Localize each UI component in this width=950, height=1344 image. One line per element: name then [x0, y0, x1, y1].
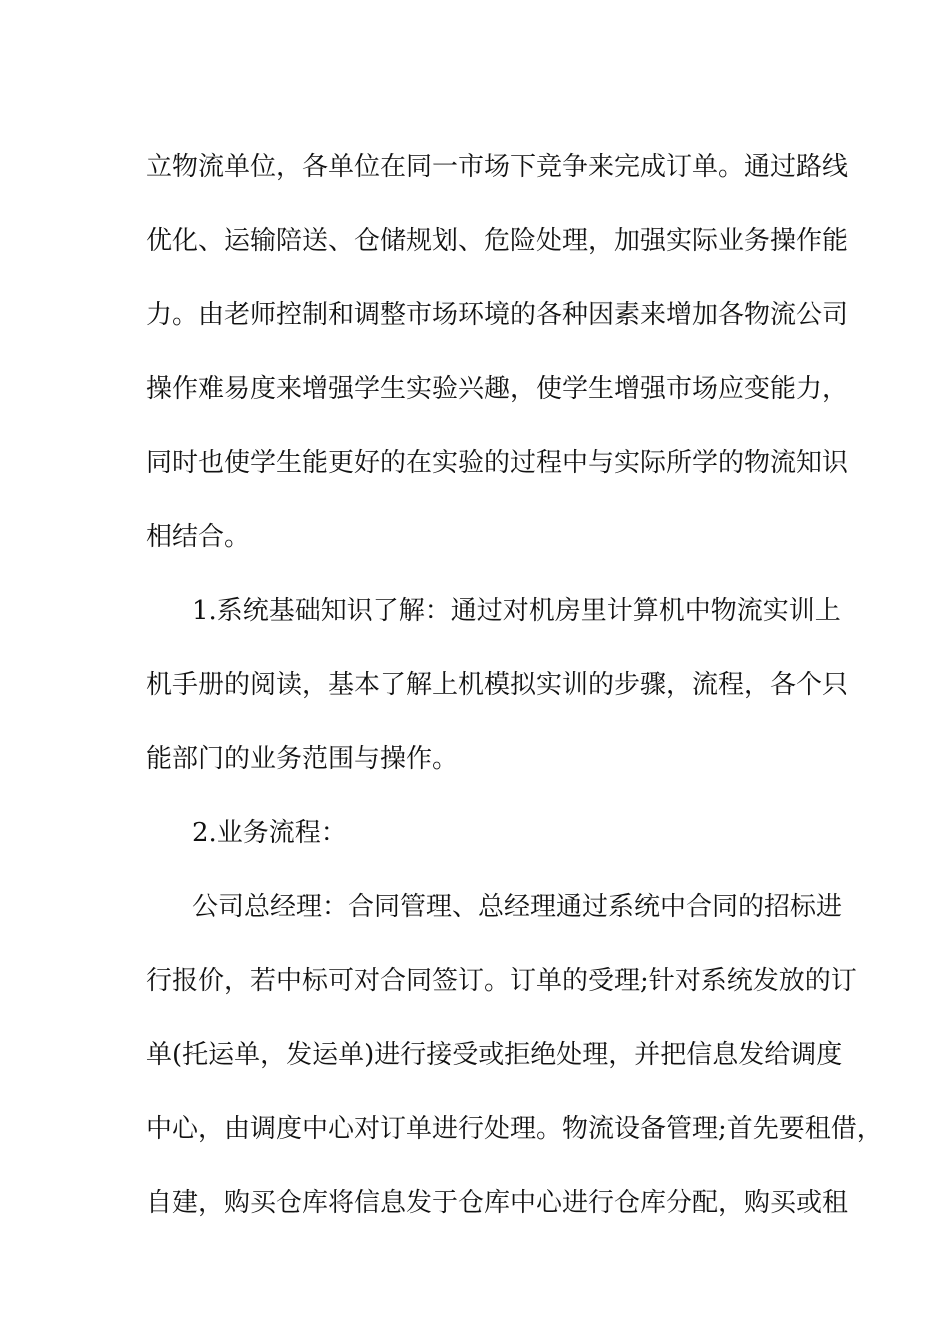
- paragraph-line: 相结合。: [146, 522, 251, 552]
- paragraph-line: 能部门的业务范围与操作。: [146, 744, 459, 774]
- paragraph-line: 公司总经理：合同管理、总经理通过系统中合同的招标进: [192, 892, 843, 922]
- paragraph-line: 自建，购买仓库将信息发于仓库中心进行仓库分配，购买或租: [146, 1188, 849, 1218]
- paragraph-line: 行报价，若中标可对合同签订。订单的受理;针对系统发放的订: [146, 966, 857, 996]
- paragraph-line: 机手册的阅读，基本了解上机模拟实训的步骤，流程，各个只: [146, 670, 849, 700]
- paragraph-line: 同时也使学生能更好的在实验的过程中与实际所学的物流知识: [146, 448, 849, 478]
- section-heading-line: 2.业务流程：: [192, 818, 347, 848]
- paragraph-line: 中心，由调度中心对订单进行处理。物流设备管理;首先要租借，: [146, 1114, 883, 1144]
- paragraph-line: 优化、运输陪送、仓储规划、危险处理，加强实际业务操作能: [146, 226, 849, 256]
- paragraph-line: 力。由老师控制和调整市场环境的各种因素来增加各物流公司: [146, 300, 849, 330]
- paragraph-line: 单(托运单，发运单)进行接受或拒绝处理，并把信息发给调度: [146, 1040, 843, 1070]
- paragraph-line: 操作难易度来增强学生实验兴趣，使学生增强市场应变能力，: [146, 374, 849, 404]
- document-body: [146, 130, 883, 1240]
- paragraph-line: 立物流单位，各单位在同一市场下竞争来完成订单。通过路线: [146, 152, 849, 182]
- section-heading-line: 1.系统基础知识了解：通过对机房里计算机中物流实训上: [192, 596, 841, 626]
